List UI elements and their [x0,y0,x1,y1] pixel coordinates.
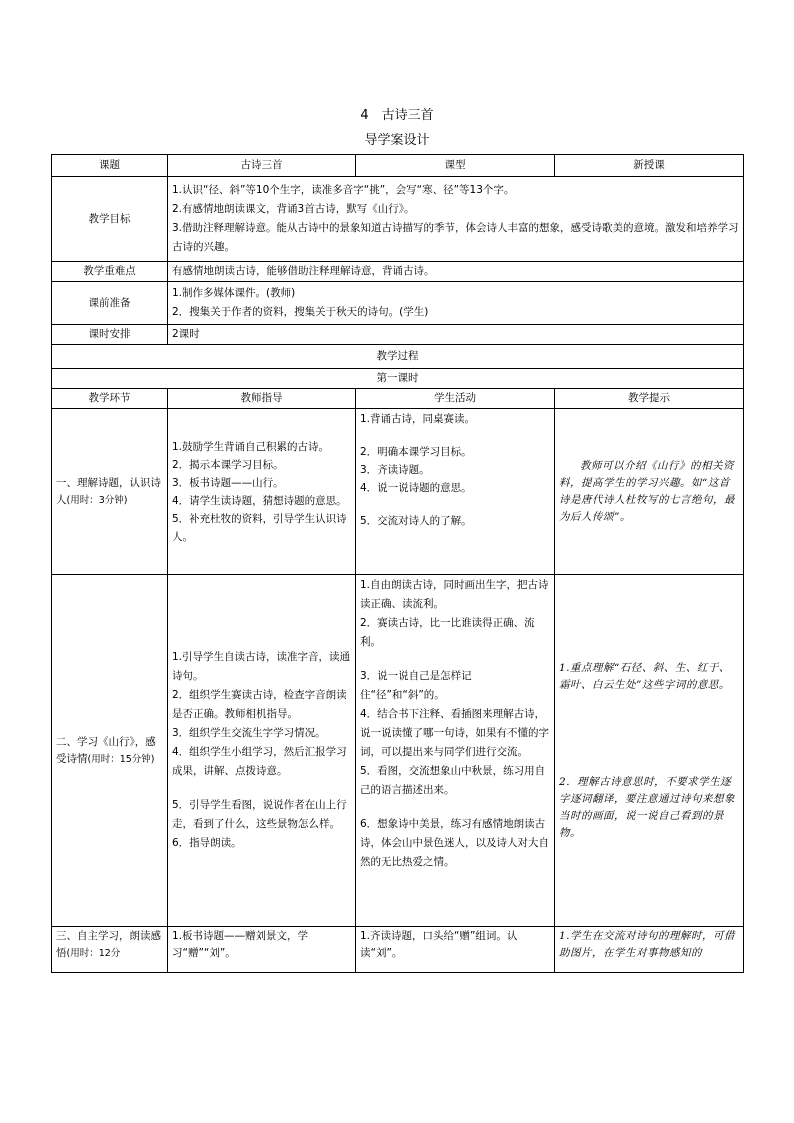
student-item: 2．明确本课学习目标。 [360,446,472,458]
key-label: 教学重难点 [52,262,168,282]
goal-item: 2.有感情地朗读课文，背诵3首古诗，默写《山行》。 [172,203,415,215]
tip-item: 1.学生在交流对诗句的理解时，可借助图片，在学生对事物感知的 [559,930,736,959]
column-header: 教学提示 [555,389,744,409]
student-item: 2．赛读古诗，比一比谁读得正确、流利。 [360,617,535,648]
column-header: 教学环节 [52,389,168,409]
stage-name: 二、学习《山行》，感受诗情 [56,735,156,765]
stage-name: 一、理解诗题，认识诗人 [56,476,161,506]
lesson-plan-table [51,154,744,973]
teacher-item: 4．组织学生小组学习，然后汇报学习成果，讲解、点拨诗意。 [172,746,347,777]
teacher-item: 2．揭示本课学习目标。 [172,458,284,471]
type-value: 新授课 [555,155,744,177]
teacher-guidance-cell [168,575,356,927]
teacher-item: 5．补充杜牧的资料，引导学生认识诗人。 [172,512,347,543]
info-row-time [52,325,744,345]
teacher-item: 3．板书诗题——山行。 [172,476,284,489]
student-activity-cell [356,927,555,973]
process-row [52,345,744,369]
info-row-topic [52,155,744,177]
student-item: 5．看图，交流想象山中秋景，练习用自己的语言描述出来。 [360,765,546,796]
period-label: 第一课时 [52,369,744,389]
column-header: 学生活动 [356,389,555,409]
student-item: 3．说一说自己是怎样记住“径”和“斜”的。 [360,670,472,701]
teacher-item: 1.引导学生自读古诗，读准字音，读通诗句。 [172,651,351,682]
document-subtitle: 导学案设计 [364,133,430,148]
key-value: 有感情地朗读古诗，能够借助注释理解诗意，背诵古诗。 [168,262,744,282]
student-item: 5．交流对诗人的了解。 [360,515,472,527]
student-item: 4．结合书下注释、看插图来理解古诗，说一说读懂了哪一句诗，如果有不懂的字词，可以提出来与同学们进行交流。 [360,708,549,758]
student-item: 6．想象诗中美景，练习有感情地朗读古诗，体会山中景色迷人，以及诗人对大自然的无比热爱之情。 [360,818,549,868]
prep-label: 课前准备 [52,282,168,325]
prep-item: 1.制作多媒体课件。(教师) [172,287,296,299]
student-item: 1.背诵古诗，同桌赛读。 [360,413,476,425]
teacher-item: 4．请学生读诗题，猜想诗题的意思。 [172,494,347,507]
stage-row-2 [52,575,744,927]
period-row [52,369,744,389]
goal-item: 3.借助注释理解诗意。能从古诗中的景象知道古诗描写的季节，体会诗人丰富的想象，感受诗歌美的意境。激发和培养学习古诗的兴趣。 [172,222,739,253]
type-label: 课型 [356,155,555,177]
stage-duration: (用时：3分钟) [66,494,128,506]
topic-label: 课题 [52,155,168,177]
info-row-goals [52,177,744,262]
teacher-item: 1.鼓励学生背诵自己积累的古诗。 [172,440,330,453]
prep-item: 2．搜集关于作者的资料，搜集关于秋天的诗句。(学生) [172,306,429,318]
teacher-item: 1.板书诗题——赠刘景文，学习“赠”“刘”。 [172,930,309,959]
teaching-tip-cell [555,927,744,973]
document-title: 4 古诗三首 [360,108,434,123]
topic-value: 古诗三首 [168,155,356,177]
stage-name: 三、自主学习，朗读感悟 [56,930,161,959]
process-label: 教学过程 [52,345,744,369]
goal-item: 1.认识“径、斜”等10个生字，读准多音字“挑”，会写“寒、径”等13个字。 [172,184,515,196]
teacher-guidance-cell [168,409,356,575]
goals-label: 教学目标 [52,177,168,262]
tip-item: 1.重点理解“石径、斜、生、红于、霜叶、白云生处”这些字词的意思。 [559,661,730,691]
info-row-key [52,262,744,282]
stage-row-1 [52,409,744,575]
student-activity-cell [356,409,555,575]
teacher-guidance-cell [168,927,356,973]
prep-cell [168,282,744,325]
tip-item: 教师可以介绍《山行》的相关资料，提高学生的学习兴趣。如“这首诗是唐代诗人杜牧写的七言绝句，最为后人传颂”。 [559,459,735,523]
student-item: 3．齐读诗题。 [360,464,430,476]
stage-row-3 [52,927,744,973]
stage-duration: (用时：15分钟) [87,753,155,765]
teaching-tip-cell [555,575,744,927]
student-activity-cell [356,575,555,927]
teacher-item: 2．组织学生赛读古诗，检查字音朗读是否正确。教师相机指导。 [172,689,347,720]
teacher-item: 3．组织学生交流生字学习情况。 [172,727,326,739]
stage-name-cell [52,927,168,973]
student-item: 4．说一说诗题的意思。 [360,482,472,494]
stage-duration: (用时：12分 [66,948,121,959]
teaching-tip-cell [555,409,744,575]
info-row-prep [52,282,744,325]
time-value: 2课时 [168,325,744,345]
student-item: 1.自由朗读古诗，同时画出生字，把古诗读正确、读流利。 [360,579,549,610]
teacher-item: 5．引导学生看图，说说作者在山上行走，看到了什么，这些景物怎么样。 [172,799,347,830]
tip-item: 2．理解古诗意思时，不要求学生逐字逐词翻译，要注意通过诗句来想象当时的画面，说一说自己看到的景物。 [559,775,735,839]
column-header-row [52,389,744,409]
stage-name-cell [52,409,168,575]
column-header: 教师指导 [168,389,356,409]
stage-name-cell [52,575,168,927]
time-label: 课时安排 [52,325,168,345]
teacher-item: 6．指导朗读。 [172,837,242,849]
student-item: 1.齐读诗题，口头给“赠”组词。认读“刘”。 [360,930,518,959]
goals-cell [168,177,744,262]
